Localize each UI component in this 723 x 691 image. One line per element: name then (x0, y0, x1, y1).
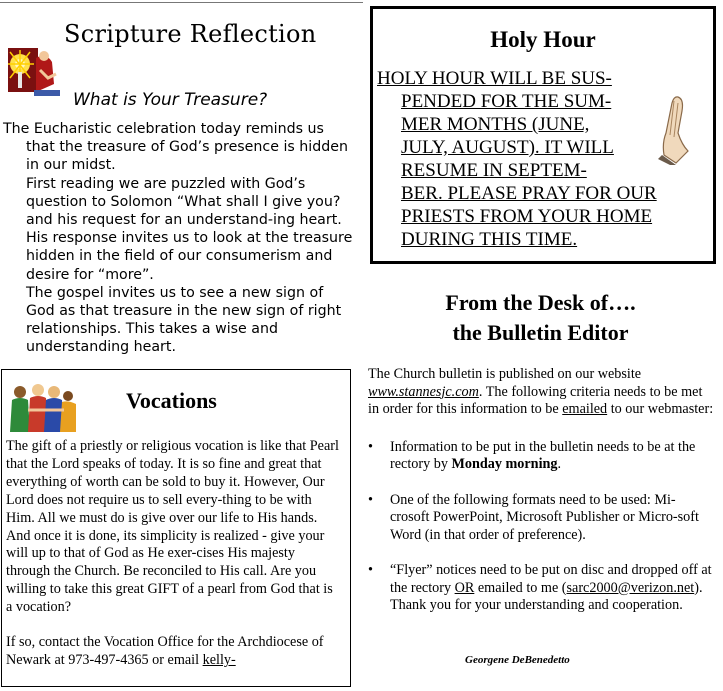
figures-group-icon (8, 380, 78, 434)
vocations-email-link[interactable]: kelly- (202, 651, 236, 668)
bullet-icon: • (368, 491, 373, 508)
holy-hour-line: HOLY HOUR WILL BE SUS- (377, 68, 612, 89)
scripture-body (3, 120, 353, 357)
holy-hour-line: BER. PLEASE PRAY FOR OUR (401, 183, 657, 204)
desk-title-line1: From the Desk of…. (445, 290, 636, 315)
or-text: OR (454, 579, 475, 596)
holy-hour-box (370, 6, 716, 264)
website-link[interactable]: www.stannesjc.com (368, 383, 479, 400)
list-item-text: ). (694, 579, 703, 596)
list-item-text: . (557, 456, 562, 472)
thanks-text: Thank you for your understanding and cooperation. (390, 597, 683, 613)
list-item (368, 562, 714, 615)
vocations-paragraph: The gift of a priestly or religious vocation is like that Pearl that the Lord speaks of today. It is so fine and great that everything of worth can be sold to buy it. However, Our Lord does not require us to sell every-thing to be with Him. All we must do is give over our life to His hands. And once it is done, its simplicity is realized - give your will up to that of God as He exer-cises His majesty through the Church. Be reconciled to His call. Are you willing to take this great GIFT of a pearl from God that is a vocation? (6, 438, 339, 616)
list-item-text: Information to be put in the bulletin needs to be at the rectory by (390, 438, 696, 472)
vocations-contact-text: If so, contact the Vocation Office for the Archdiocese of Newark at 973-497-4365 or email (6, 634, 324, 668)
emailed-link[interactable]: emailed (562, 401, 608, 417)
list-item-text: emailed to me ( (474, 579, 567, 596)
vocations-paragraph (6, 634, 342, 670)
editor-signature: Georgene DeBenedetto (465, 654, 570, 666)
holy-hour-line: PENDED FOR THE SUM- (401, 91, 612, 112)
vocations-box (1, 369, 351, 687)
holy-hour-line: MER MONTHS (JUNE, (401, 114, 590, 135)
bullet-icon: • (368, 438, 373, 455)
editor-email-link[interactable]: sarc2000@verizon.net (566, 579, 695, 596)
paragraph-gap (6, 617, 342, 634)
bullet-icon: • (368, 562, 373, 578)
vocations-title: Vocations (126, 388, 217, 413)
scripture-paragraph: The gospel invites us to see a new sign of God as that treasure in the new sign of right relationships. This takes a wise and understanding heart. (26, 284, 342, 356)
holy-hour-title: Holy Hour (490, 27, 596, 52)
scripture-paragraph: First reading we are puzzled with God’s question to Solomon “What shall I give you? and his request for an understand-ing heart. His response invites us to look at the treasure hidden in the field of our consumerism and desire for “more”. (26, 175, 353, 283)
desk-title (368, 288, 713, 348)
deadline-text: Monday morning (451, 456, 558, 472)
list-item-text: One of the following formats need to be used: Mi-crosoft PowerPoint, Microsoft Publisher or Micro-soft Word (in that order of preference). (390, 491, 699, 543)
desk-intro (368, 366, 714, 419)
holy-hour-line: RESUME IN SEPTEM- (401, 160, 587, 181)
holy-hour-line: JULY, AUGUST). IT WILL (401, 137, 614, 158)
list-item-text: “Flyer” notices need to be put on disc and dropped off at the rectory (390, 562, 712, 596)
candle-praying-icon (6, 44, 62, 102)
praying-hands-icon (648, 93, 696, 165)
scripture-paragraph: The Eucharistic celebration today reminds us that the treasure of God’s presence is hidden in our midst. (3, 121, 348, 174)
list-item (368, 439, 714, 474)
scripture-subtitle: What is Your Treasure? (73, 90, 268, 110)
scripture-title: Scripture Reflection (64, 20, 317, 48)
desk-title-line2: the Bulletin Editor (452, 320, 629, 345)
desk-body (368, 366, 714, 615)
vocations-body (6, 438, 342, 670)
desk-intro-text: to our webmaster: (607, 401, 714, 417)
top-divider (0, 2, 363, 3)
list-item (368, 492, 714, 545)
holy-hour-line: PRIESTS FROM YOUR HOME (401, 206, 653, 227)
desk-intro-text: The Church bulletin is published on our website (368, 366, 642, 382)
desk-intro-text: . The following criteria needs to be met in order for this information to be (368, 383, 703, 417)
criteria-list (368, 439, 714, 615)
holy-hour-line: DURING THIS TIME. (401, 229, 578, 250)
